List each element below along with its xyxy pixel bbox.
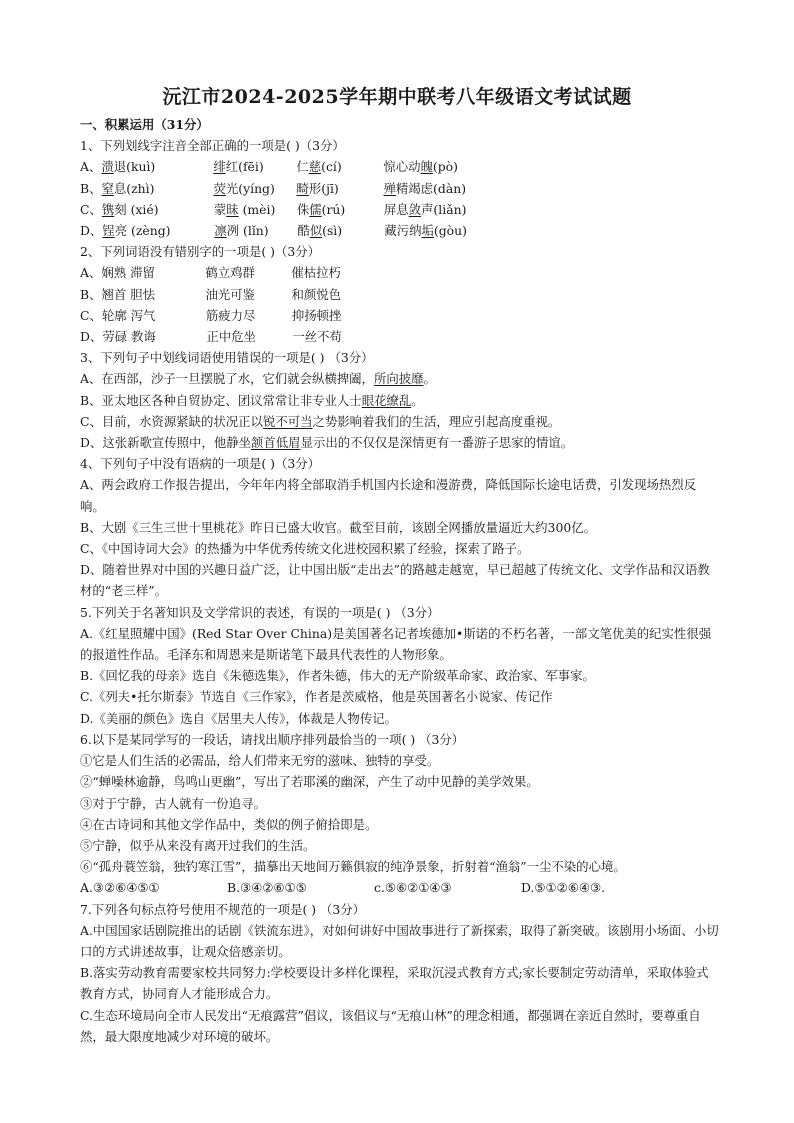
q3-option-c: C、目前，水资源紧缺的状况正以锐不可当之势影响着我们的生活，理应引起高度重视。 (80, 413, 561, 429)
q1-b-4: 殚精竭虑(dàn) (383, 180, 467, 196)
exam-title: 沅江市2024-2025学年期中联考八年级语文考试试题 (162, 86, 632, 108)
q2-option-c: C、轮廓 泻气 筋疲力尽 抑扬顿挫 (80, 307, 342, 323)
q4-option-b: B、大剧《三生三世十里桃花》昨日已盛大收官。截至目前，该剧全网播放量逼近大约300亿。 (80, 519, 596, 535)
q1-d-2: 凛冽 (lǐn) (214, 223, 269, 239)
q7-option-c: C.生态环境局向全市人民发出“无痕露营”倡议，该倡议与“无痕山林”的理念相通，都强调在亲近自然时，要尊重自然，最大限度地减少对环境的破坏。 (80, 1007, 701, 1044)
q6-option-b: B.③④②⑥①⑤ (227, 880, 307, 896)
q5-option-a: A.《红星照耀中国》(Red Star Over China)是美国著名记者埃德加•斯诺的不朽名著，一部文笔优美的纪实性很强的报道性作品。毛泽东和周恩来是斯诺笔下最具代表性的人物形象。 (80, 625, 712, 663)
q6-item-5: ⑤宁静，似乎从来没有离开过我们的生活。 (80, 837, 316, 853)
q7-option-a: A.中国国家话剧院推出的话剧《铁流东进》，对如何讲好中国故事进行了新探索，取得了新突破。该剧用小场面、小切口的方式讲述故事，让观众倍感亲切。 (80, 922, 719, 959)
q1-d-1: 锃亮 (zèng) (102, 223, 171, 239)
q3-option-d: D、这张新歌宣传照中，他静坐颔首低眉显示出的不仅仅是深情更有一番游子思家的情谊。 (80, 435, 574, 451)
q1-b-2: 荧光(yíng) (213, 180, 275, 196)
q2-option-b: B、翘首 胆怯 油光可鉴 和颜悦色 (80, 286, 342, 302)
q7-option-b: B.落实劳动教育需要家校共同努力:学校要设计多样化课程，采取沉浸式教育方式;家长要制定劳动清单，采取体验式教育方式，协同育人才能形成合力。 (80, 965, 709, 1002)
q1-option-c: C、镌刻 (xié) 蒙昧 (mèi) 侏儒(rú) 屏息敛声(liǎn) (80, 199, 720, 220)
q3-option-a: A、在西部，沙子一旦摆脱了水，它们就会纵横捭阖，所向披靡。 (80, 371, 436, 387)
section-heading: 一、积累运用（31分） (80, 117, 209, 132)
q6-item-4: ④在古诗词和其他文学作品中，类似的例子俯拾即是。 (80, 816, 378, 832)
q6-item-6: ⑥“孤舟蓑笠翁，独钓寒江雪”，描摹出天地间万籁俱寂的纯净景象，折射着“渔翁”一尘不染的心境。 (80, 859, 626, 875)
q1-c-4: 屏息敛声(liǎn) (383, 201, 467, 217)
q1-option-a: A、溃退(kuì) 绯红(fēi) 仁慈(cí) 惊心动魄(pò) (80, 156, 720, 177)
q4-option-a: A、两会政府工作报告提出，今年年内将全部取消手机国内长途和漫游费，降低国际长途电话费，引发现场热烈反响。 (80, 477, 697, 514)
q2-stem: 2、下列词语没有错别字的一项是( )（3分） (80, 244, 321, 260)
q6-item-1: ①它是人们生活的必需品，给人们带来无穷的滋味、独特的享受。 (80, 753, 440, 769)
q1-c-2: 蒙昧 (mèi) (213, 201, 276, 217)
q1-d-4: 藏污纳垢(gòu) (384, 223, 467, 239)
q1-a-3: 仁慈(cí) (296, 159, 342, 175)
q4-option-d: D、随着世界对中国的兴趣日益广泛，让中国出版“走出去”的路越走越宽，早已超越了传统文化、文学作品和汉语教材的“老三样”。 (80, 562, 710, 599)
exam-content (80, 114, 720, 1047)
q1-c-3: 侏儒(rú) (296, 201, 346, 217)
q1-option-b: B、窒息(zhì) 荧光(yíng) 畸形(jī) 殚精竭虑(dàn) (80, 178, 720, 199)
q6-stem: 6.以下是某同学写的一段话，请找出顺序排列最恰当的一项( ) （3分） (80, 731, 465, 747)
q1-a-1: 溃退(kuì) (101, 159, 156, 175)
q5-option-c: C.《列夫•托尔斯泰》节选自《三作家》，作者是茨威格，他是英国著名小说家、传记作 (80, 689, 553, 705)
q3-option-b: B、亚太地区各种自贸协定、团议常常让非专业人士眼花缭乱。 (80, 392, 424, 408)
q1-a-2: 绯红(fēi) (213, 159, 264, 175)
q1-option-d: D、锃亮 (zèng) 凛冽 (lǐn) 酷似(sì) 藏污纳垢(gòu) (80, 220, 720, 241)
q6-option-a: A.③②⑥④⑤① (80, 880, 160, 896)
q1-b-1: 窒息(zhì) (101, 180, 155, 196)
q6-option-d: D.⑤①②⑥④③. (521, 880, 606, 896)
q2-option-d: D、劳碌 教诲 正中危坐 一丝不苟 (80, 329, 342, 345)
q1-c-1: 镌刻 (xié) (101, 201, 159, 217)
q6-item-3: ③对于宁静，古人就有一份追寻。 (80, 795, 266, 811)
q6-item-2: ②“蝉噪林逾静，鸟鸣山更幽”，写出了若耶溪的幽深，产生了动中见静的美学效果。 (80, 774, 539, 790)
q4-option-c: C、《中国诗词大会》的热播为中华优秀传统文化进校园积累了经验，探索了路子。 (80, 541, 530, 557)
q1-d-3: 酷似(sì) (297, 223, 343, 239)
q1-stem: 1、下列划线字注音全部正确的一项是( )（3分） (80, 138, 345, 154)
q7-stem: 7.下列各句标点符号使用不规范的一项是( ) （3分） (80, 901, 366, 917)
q2-option-a: A、娴熟 滞留 鹤立鸡群 催枯拉朽 (80, 265, 341, 281)
q6-options (80, 877, 720, 898)
q6-option-c: c.⑤⑥②①④③ (374, 880, 452, 896)
q5-stem: 5.下列关于名著知识及文学常识的表述，有误的一项是( ) （3分） (80, 604, 440, 620)
q4-stem: 4、下列句子中没有语病的一项是( )（3分） (80, 456, 321, 472)
q1-b-3: 畸形(jī) (296, 180, 339, 196)
q5-option-b: B.《回忆我的母亲》选自《朱德选集》，作者朱德，伟大的无产阶级革命家、政治家、军事家。 (80, 668, 595, 684)
q5-option-d: D.《美丽的颜色》选自《居里夫人传》，体裁是人物传记。 (80, 710, 397, 726)
q1-a-4: 惊心动魄(pò) (383, 159, 458, 175)
q3-stem: 3、下列句子中划线词语使用错误的一项是( ) （3分） (80, 350, 374, 366)
